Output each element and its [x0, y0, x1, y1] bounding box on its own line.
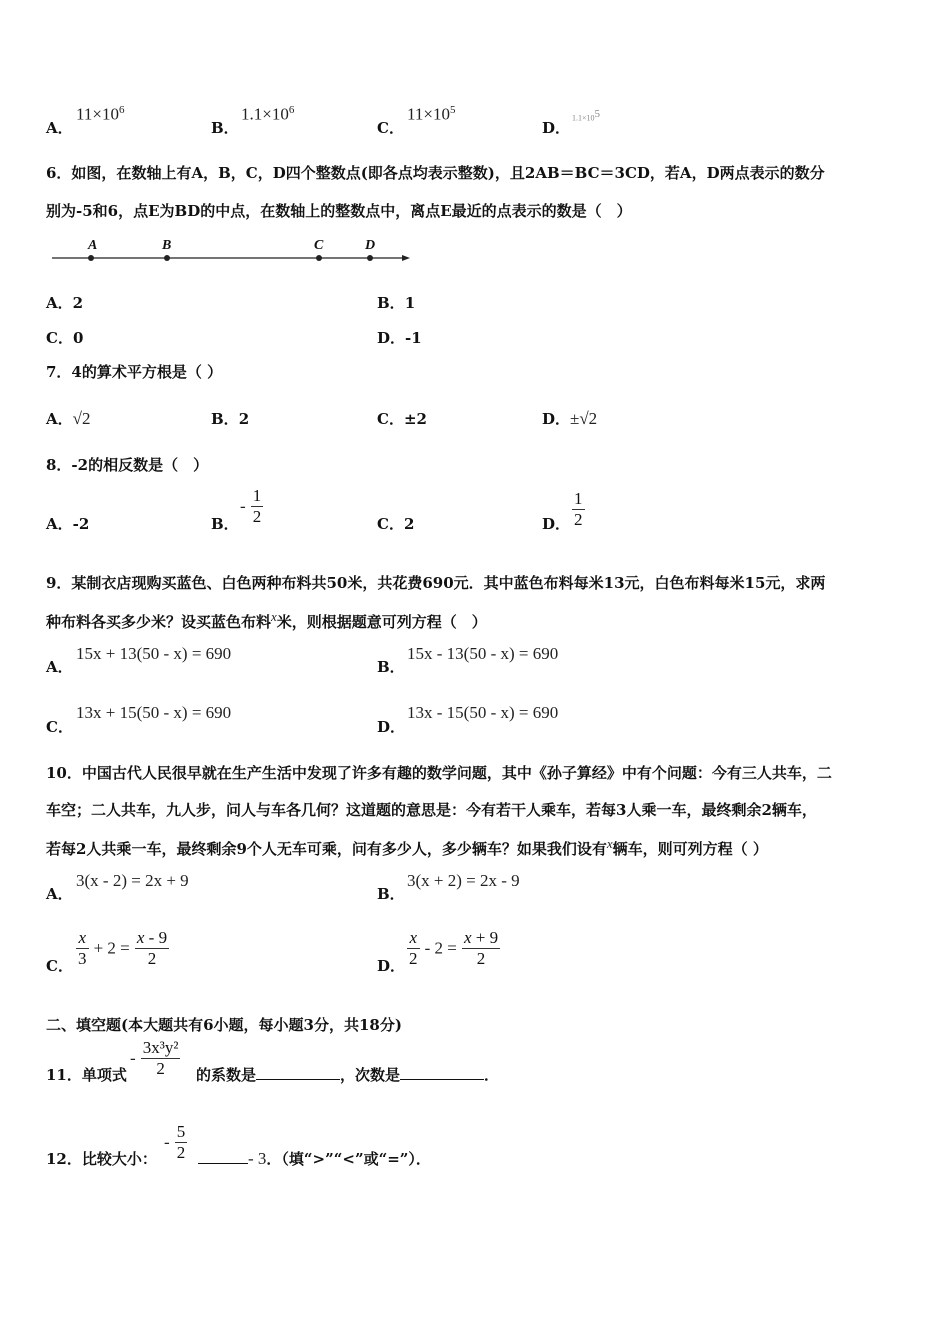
- stem-text: ，次数是: [340, 1066, 401, 1084]
- q9-stem-line2: [46, 609, 487, 632]
- q10-stem-line3: [46, 836, 768, 859]
- denominator: 2: [252, 507, 262, 526]
- q9-option-c-eq: 13x + 15(50 - x) = 690: [76, 703, 232, 722]
- q8-option-d-value: [572, 489, 585, 530]
- numerator: 3x³y²: [142, 1038, 179, 1057]
- q10-option-c-label[interactable]: C．: [46, 957, 73, 975]
- option-label: D．: [377, 329, 406, 347]
- option-value: 1: [404, 294, 416, 312]
- option-value: -1: [405, 329, 422, 347]
- fraction: [175, 1122, 188, 1163]
- q10-stem-line1: 10．中国古代人民很早就在生产生活中发现了许多有趣的数学问题，其中《孙子算经》中有个问题：今有三人共车，二: [46, 764, 832, 782]
- answer-blank-degree[interactable]: [400, 1065, 484, 1080]
- axis-arrow-icon: [402, 255, 410, 261]
- q9-option-d-eq: 13x - 15(50 - x) = 690: [407, 703, 559, 722]
- option-label: B．: [211, 119, 239, 137]
- q10-option-a-label[interactable]: A．: [46, 885, 73, 903]
- point-a-label: A: [88, 238, 98, 253]
- option-value: 11×10: [407, 104, 450, 124]
- q5-option-c[interactable]: [377, 117, 404, 138]
- q9-option-a-label[interactable]: A．: [46, 658, 73, 676]
- q5-option-a[interactable]: [46, 117, 73, 138]
- q6-stem-line1: 6．如图，在数轴上有A，B，C，D四个整数点(即各点均表示整数)，且2AB＝BC＝3CD，若A，D两点表示的数分: [46, 164, 825, 182]
- option-value: 2: [238, 410, 250, 428]
- q9-stem-line1: 9．某制衣店现购买蓝色、白色两种布料共50米，共花费690元．其中蓝色布料每米13元，白色布料每米15元，求两: [46, 574, 826, 592]
- option-label: D．: [542, 119, 571, 137]
- numerator: 1: [574, 489, 583, 508]
- q8-option-b-value: [240, 486, 263, 527]
- q5-option-a-value: [76, 104, 124, 125]
- q8-option-c[interactable]: [377, 513, 414, 534]
- q11-prefix: 11．单项式: [46, 1066, 127, 1084]
- option-value: ±√2: [570, 409, 598, 428]
- minus-sign: -: [164, 1132, 170, 1152]
- q5-option-d-value: [572, 108, 600, 123]
- minus-sign: -: [240, 496, 246, 516]
- rhs-value: - 3: [248, 1149, 267, 1168]
- option-value: 2: [72, 294, 84, 312]
- option-value: 1.1×10: [572, 113, 595, 123]
- option-label: A．: [46, 410, 73, 428]
- exponent: 5: [449, 104, 456, 116]
- q10-option-a-eq: 3(x - 2) = 2x + 9: [76, 871, 189, 890]
- q8-option-a[interactable]: [46, 513, 89, 534]
- q5-option-b[interactable]: [211, 117, 239, 138]
- q10-option-d-eq: $\frac{x}{2}$ - 2 = $\frac{x + 9}{2}$: [409, 928, 499, 968]
- point-a: [88, 255, 94, 261]
- point-b: [164, 255, 170, 261]
- q12-prefix: 12．比较大小：: [46, 1150, 157, 1168]
- q9-option-d-label[interactable]: D．: [377, 718, 406, 736]
- stem-text: 种布料各买多少米？设买蓝色布料: [46, 613, 272, 631]
- option-value: 1.1×10: [241, 104, 289, 124]
- point-d: [367, 255, 373, 261]
- point-c: [316, 255, 322, 261]
- option-label: D．: [542, 410, 571, 428]
- q5-option-b-value: [241, 104, 294, 125]
- q10-option-b-eq: 3(x + 2) = 2x - 9: [407, 871, 520, 890]
- exponent: 6: [288, 104, 295, 116]
- fraction: [251, 486, 264, 527]
- q9-option-c-label[interactable]: C．: [46, 718, 73, 736]
- minus-sign: -: [130, 1048, 136, 1068]
- q6-option-a[interactable]: [46, 292, 83, 313]
- stem-text: 的系数是: [196, 1066, 257, 1084]
- option-value: 2: [403, 515, 415, 533]
- point-c-label: C: [314, 238, 324, 253]
- section-heading: 二、填空题(本大题共有6小题，每小题3分，共18分): [46, 1016, 402, 1034]
- exponent: 6: [118, 104, 125, 116]
- q10-option-b-label[interactable]: B．: [377, 885, 405, 903]
- q11-monomial: [130, 1038, 180, 1079]
- q5-option-d[interactable]: [542, 117, 570, 138]
- stem-text: ．（填“>”“<”或“=”）．: [266, 1150, 431, 1168]
- q6-stem-line2: 别为-5和6，点E为BD的中点，在数轴上的整数点中，离点E最近的点表示的数是（ ）: [46, 202, 632, 220]
- option-label: A．: [46, 294, 73, 312]
- q6-option-b[interactable]: [377, 292, 415, 313]
- stem-text: 辆车，则可列方程（ ）: [612, 840, 768, 858]
- option-label: A．: [46, 515, 73, 533]
- fraction: [141, 1038, 181, 1079]
- option-label: C．: [377, 515, 404, 533]
- answer-blank-coefficient[interactable]: [256, 1065, 340, 1080]
- numerator: 1: [252, 486, 262, 505]
- number-line: [46, 236, 418, 270]
- q6-option-c[interactable]: [46, 327, 83, 348]
- stem-text: 米，则根据题意可列方程（ ）: [276, 613, 487, 631]
- variable: x: [271, 609, 277, 624]
- q7-option-d[interactable]: [542, 408, 597, 429]
- q6-option-d[interactable]: [377, 327, 422, 348]
- q5-option-c-value: [407, 104, 455, 125]
- option-value: 0: [72, 329, 84, 347]
- q11-rest: [196, 1064, 499, 1085]
- answer-blank-compare[interactable]: [198, 1149, 248, 1164]
- q7-stem: 7．4的算术平方根是（ ）: [46, 363, 223, 381]
- option-label: C．: [377, 119, 404, 137]
- denominator: 2: [176, 1143, 186, 1162]
- option-value: √2: [72, 409, 91, 428]
- point-d-label: D: [365, 238, 376, 253]
- variable: x: [606, 836, 613, 851]
- q9-option-a-eq: 15x + 13(50 - x) = 690: [76, 644, 232, 663]
- option-value: 11×10: [76, 104, 119, 124]
- q12-lhs: [164, 1122, 187, 1163]
- stem-text: ．: [484, 1066, 500, 1084]
- exponent: 5: [594, 108, 601, 120]
- stem-text: 若每2人共乘一车，最终剩余9个人无车可乘，问有多少人，多少辆车？如果我们设有: [46, 840, 607, 858]
- option-value: ±2: [403, 410, 427, 428]
- q10-stem-line2: 车空；二人共车，九人步，问人与车各几何？这道题的意思是：今有若干人乘车，若每3人乘一车，最终剩余2辆车，: [46, 801, 817, 819]
- fraction: [572, 489, 585, 530]
- denominator: 2: [574, 510, 583, 529]
- option-label: A．: [46, 119, 73, 137]
- q9-option-b-eq: 15x - 13(50 - x) = 690: [407, 644, 559, 663]
- q7-option-b[interactable]: [211, 408, 249, 429]
- point-b-label: B: [162, 238, 172, 253]
- option-label: C．: [377, 410, 404, 428]
- q7-option-c[interactable]: [377, 408, 427, 429]
- q12-rest: [198, 1148, 431, 1169]
- option-label: C．: [46, 329, 73, 347]
- option-value: -2: [72, 515, 90, 533]
- option-label: B．: [377, 294, 405, 312]
- numerator: 5: [176, 1122, 186, 1141]
- q8-stem: 8．-2的相反数是（ ）: [46, 456, 209, 474]
- option-label: B．: [211, 410, 239, 428]
- q7-option-a[interactable]: [46, 408, 90, 429]
- q10-option-d-label[interactable]: D．: [377, 957, 406, 975]
- q8-option-b-label[interactable]: B．: [211, 515, 239, 533]
- q10-option-c-eq: $\frac{x}{3}$ + 2 = $\frac{x - 9}{2}$: [78, 928, 168, 968]
- q8-option-d-label[interactable]: D．: [542, 515, 571, 533]
- q9-option-b-label[interactable]: B．: [377, 658, 405, 676]
- denominator: 2: [156, 1059, 165, 1078]
